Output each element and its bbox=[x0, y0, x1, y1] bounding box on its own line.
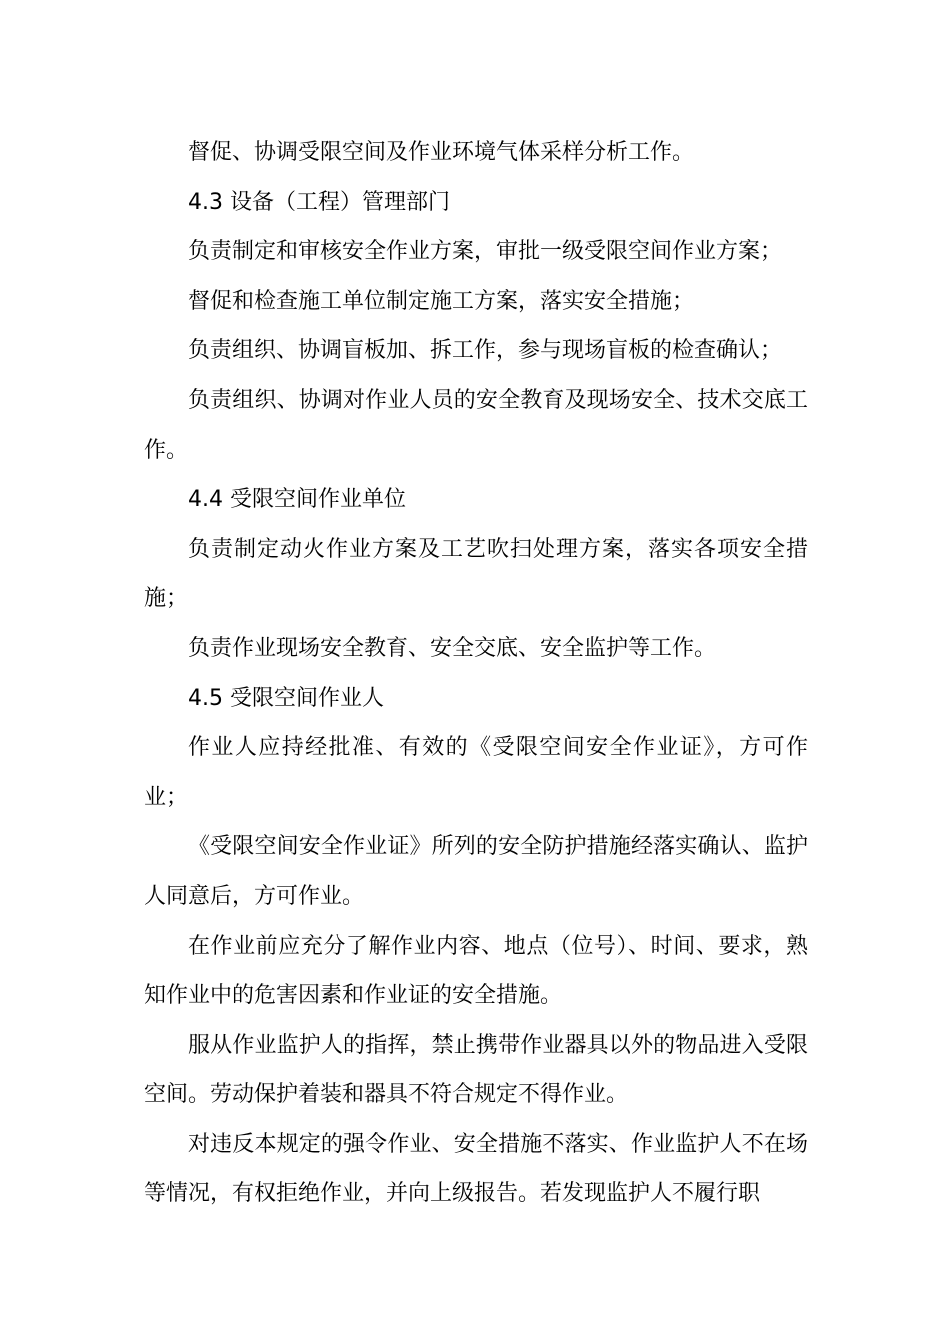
section-heading-4-3: 4.3 设备（工程）管理部门 bbox=[188, 189, 450, 215]
paragraph-pre-work-knowledge: 在作业前应充分了解作业内容、地点（位号）、时间、要求，熟知作业中的危害因素和作业证的安全措施。 bbox=[144, 933, 808, 1009]
paragraph-obey-supervisor: 服从作业监护人的指挥，禁止携带作业器具以外的物品进入受限空间。劳动保护着装和器具不符合规定不得作业。 bbox=[144, 1032, 808, 1108]
body-text bbox=[144, 128, 808, 1219]
paragraph-safety-education: 负责组织、协调对作业人员的安全教育及现场安全、技术交底工作。 bbox=[144, 387, 808, 463]
section-heading-4-4: 4.4 受限空间作业单位 bbox=[188, 487, 406, 513]
paragraph-protective-measures: 《受限空间安全作业证》所列的安全防护措施经落实确认、监护人同意后，方可作业。 bbox=[144, 834, 808, 909]
paragraph-gas-sampling: 督促、协调受限空间及作业环境气体采样分析工作。 bbox=[188, 140, 695, 165]
paragraph-hot-work-plan: 负责制定动火作业方案及工艺吹扫处理方案，落实各项安全措施； bbox=[144, 536, 808, 612]
paragraph-right-to-refuse: 对违反本规定的强令作业、安全措施不落实、作业监护人不在场等情况，有权拒绝作业，并向上级报告。若发现监护人不履行职 bbox=[144, 1131, 808, 1207]
paragraph-blind-plate: 负责组织、协调盲板加、拆工作，参与现场盲板的检查确认； bbox=[188, 338, 783, 364]
paragraph-site-safety: 负责作业现场安全教育、安全交底、安全监护等工作。 bbox=[188, 635, 717, 661]
paragraph-plan-approval: 负责制定和审核安全作业方案，审批一级受限空间作业方案； bbox=[188, 239, 783, 265]
paragraph-supervise-construction: 督促和检查施工单位制定施工方案，落实安全措施； bbox=[188, 288, 695, 314]
section-heading-4-5: 4.5 受限空间作业人 bbox=[188, 685, 384, 711]
paragraph-work-permit: 作业人应持经批准、有效的《受限空间安全作业证》，方可作业； bbox=[144, 735, 808, 810]
